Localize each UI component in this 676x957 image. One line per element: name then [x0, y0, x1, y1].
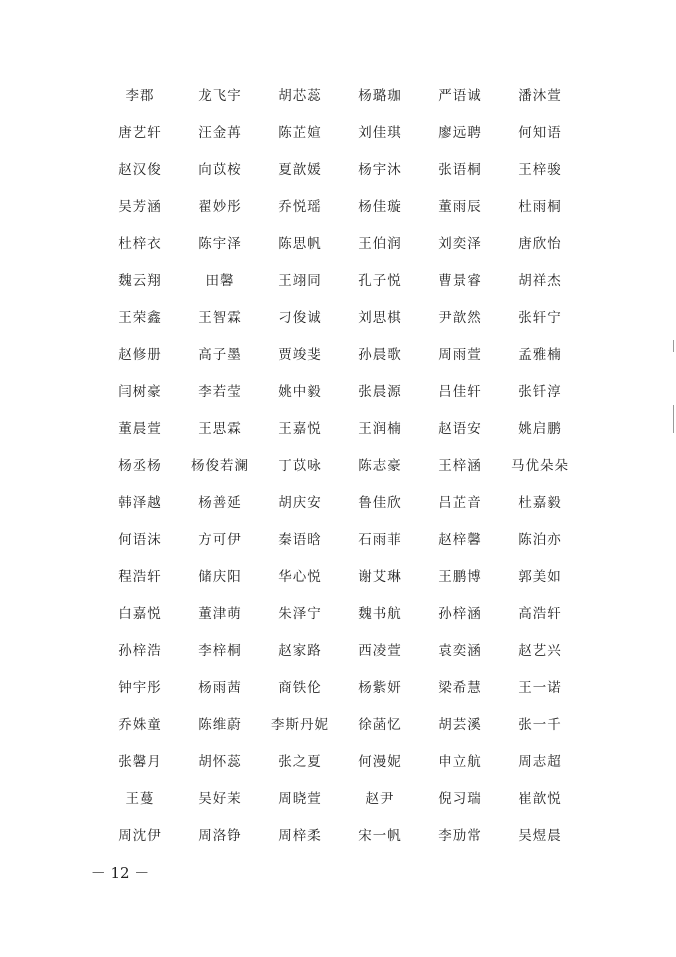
name-cell: 王伯润 [358, 236, 402, 252]
name-cell: 陈泊亦 [518, 532, 562, 548]
name-cell: 陈宇泽 [198, 236, 242, 252]
name-cell: 潘沐萱 [518, 88, 562, 104]
name-cell: 曹景睿 [438, 273, 482, 289]
name-cell: 秦语晗 [278, 532, 322, 548]
name-cell: 胡芸溪 [438, 717, 482, 733]
name-cell: 张轩宁 [518, 310, 562, 326]
name-cell: 杜梓衣 [118, 236, 162, 252]
name-cell: 夏歆媛 [278, 162, 322, 178]
name-cell: 崔歆悦 [518, 791, 562, 807]
name-cell: 王思霖 [198, 421, 242, 437]
name-cell: 胡怀蕊 [198, 754, 242, 770]
name-cell: 赵家路 [278, 643, 322, 659]
name-cell: 孟雅楠 [518, 347, 562, 363]
name-cell: 董津萌 [198, 606, 242, 622]
name-cell: 高浩轩 [518, 606, 562, 622]
scan-edge-mark [673, 405, 674, 433]
name-cell: 李郡 [125, 88, 155, 104]
name-cell: 刘奕泽 [438, 236, 482, 252]
name-cell: 王翊同 [278, 273, 322, 289]
name-cell: 赵修册 [118, 347, 162, 363]
name-cell: 刁俊诚 [278, 310, 322, 326]
name-cell: 王智霖 [198, 310, 242, 326]
name-cell: 李劢常 [438, 828, 482, 844]
name-cell: 孙梓涵 [438, 606, 482, 622]
name-cell: 廖远聘 [438, 125, 482, 141]
name-cell: 向苡桉 [198, 162, 242, 178]
name-cell: 魏书航 [358, 606, 402, 622]
name-cell: 董雨辰 [438, 199, 482, 215]
name-cell: 杨宇沐 [358, 162, 402, 178]
name-cell: 乔悦瑶 [278, 199, 322, 215]
name-cell: 董晨萱 [118, 421, 162, 437]
name-cell: 杜嘉毅 [518, 495, 562, 511]
name-cell: 胡芯蕊 [278, 88, 322, 104]
name-cell: 西凌萱 [358, 643, 402, 659]
name-cell: 张钎淳 [518, 384, 562, 400]
name-cell: 刘佳琪 [358, 125, 402, 141]
name-cell: 谢艾琳 [358, 569, 402, 585]
name-cell: 何语沫 [118, 532, 162, 548]
name-cell: 李斯丹妮 [271, 717, 329, 733]
name-cell: 孔子悦 [358, 273, 402, 289]
name-cell: 陈思帆 [278, 236, 322, 252]
name-cell: 丁苡咏 [278, 458, 322, 474]
name-cell: 唐艺轩 [118, 125, 162, 141]
name-cell: 李若莹 [198, 384, 242, 400]
name-cell: 杨善延 [198, 495, 242, 511]
name-cell: 杨俊若澜 [191, 458, 249, 474]
name-cell: 吴芳涵 [118, 199, 162, 215]
name-cell: 吴煜晨 [518, 828, 562, 844]
name-cell: 乔姝童 [118, 717, 162, 733]
name-cell: 王鹏博 [438, 569, 482, 585]
name-cell: 吴好茉 [198, 791, 242, 807]
name-cell: 陈志豪 [358, 458, 402, 474]
name-cell: 吕芷音 [438, 495, 482, 511]
name-cell: 汪金苒 [198, 125, 242, 141]
name-cell: 魏云翔 [118, 273, 162, 289]
name-cell: 王润楠 [358, 421, 402, 437]
name-cell: 王一诺 [518, 680, 562, 696]
name-cell: 赵汉俊 [118, 162, 162, 178]
name-cell: 张晨源 [358, 384, 402, 400]
name-cell: 倪习瑞 [438, 791, 482, 807]
name-cell: 高子墨 [198, 347, 242, 363]
name-cell: 田馨 [205, 273, 235, 289]
name-cell: 张之夏 [278, 754, 322, 770]
name-cell: 姚中毅 [278, 384, 322, 400]
name-cell: 周晓萱 [278, 791, 322, 807]
name-cell: 吕佳轩 [438, 384, 482, 400]
name-cell: 朱泽宁 [278, 606, 322, 622]
name-cell: 翟妙彤 [198, 199, 242, 215]
name-cell: 赵梓馨 [438, 532, 482, 548]
name-cell: 王梓骏 [518, 162, 562, 178]
name-cell: 商铁伦 [278, 680, 322, 696]
name-cell: 周雨萱 [438, 347, 482, 363]
name-cell: 何知语 [518, 125, 562, 141]
name-cell: 杨紫妍 [358, 680, 402, 696]
name-cell: 王荣鑫 [118, 310, 162, 326]
name-cell: 张一千 [518, 717, 562, 733]
name-cell: 钟宇彤 [118, 680, 162, 696]
name-cell: 尹歆然 [438, 310, 482, 326]
name-cell: 石雨菲 [358, 532, 402, 548]
name-cell: 王梓涵 [438, 458, 482, 474]
name-cell: 孙晨歌 [358, 347, 402, 363]
name-cell: 周梓柔 [278, 828, 322, 844]
name-cell: 周志超 [518, 754, 562, 770]
name-cell: 胡祥杰 [518, 273, 562, 289]
name-cell: 梁希慧 [438, 680, 482, 696]
name-cell: 赵艺兴 [518, 643, 562, 659]
name-cell: 孙梓浩 [118, 643, 162, 659]
page-number: － 12 － [90, 864, 150, 882]
name-cell: 贾竣斐 [278, 347, 322, 363]
name-cell: 白嘉悦 [118, 606, 162, 622]
name-cell: 方可伊 [198, 532, 242, 548]
name-cell: 杨佳璇 [358, 199, 402, 215]
name-cell: 姚启鹏 [518, 421, 562, 437]
name-cell: 马优朵朵 [511, 458, 569, 474]
name-cell: 程浩轩 [118, 569, 162, 585]
name-cell: 赵语安 [438, 421, 482, 437]
name-cell: 韩泽越 [118, 495, 162, 511]
name-cell: 周洛铮 [198, 828, 242, 844]
name-cell: 胡庆安 [278, 495, 322, 511]
name-cell: 周沈伊 [118, 828, 162, 844]
name-cell: 郭美如 [518, 569, 562, 585]
name-cell: 赵尹 [365, 791, 395, 807]
name-list [100, 86, 580, 863]
name-cell: 袁奕涵 [438, 643, 482, 659]
name-cell: 储庆阳 [198, 569, 242, 585]
name-cell: 唐欣怡 [518, 236, 562, 252]
name-cell: 张馨月 [118, 754, 162, 770]
name-cell: 王嘉悦 [278, 421, 322, 437]
name-cell: 龙飞宇 [198, 88, 242, 104]
name-cell: 刘思棋 [358, 310, 402, 326]
name-cell: 李梓桐 [198, 643, 242, 659]
name-cell: 徐菡忆 [358, 717, 402, 733]
name-cell: 陈维蔚 [198, 717, 242, 733]
name-cell: 何漫妮 [358, 754, 402, 770]
name-cell: 杨雨茜 [198, 680, 242, 696]
name-cell: 杨丞杨 [118, 458, 162, 474]
name-cell: 宋一帆 [358, 828, 402, 844]
name-cell: 鲁佳欣 [358, 495, 402, 511]
name-cell: 杜雨桐 [518, 199, 562, 215]
name-cell: 严语诚 [438, 88, 482, 104]
name-cell: 申立航 [438, 754, 482, 770]
name-cell: 杨璐珈 [358, 88, 402, 104]
name-cell: 张语桐 [438, 162, 482, 178]
name-cell: 陈芷媗 [278, 125, 322, 141]
name-cell: 王蔓 [125, 791, 155, 807]
scan-edge-mark [673, 340, 674, 352]
name-cell: 华心悦 [278, 569, 322, 585]
name-cell: 闫树豪 [118, 384, 162, 400]
